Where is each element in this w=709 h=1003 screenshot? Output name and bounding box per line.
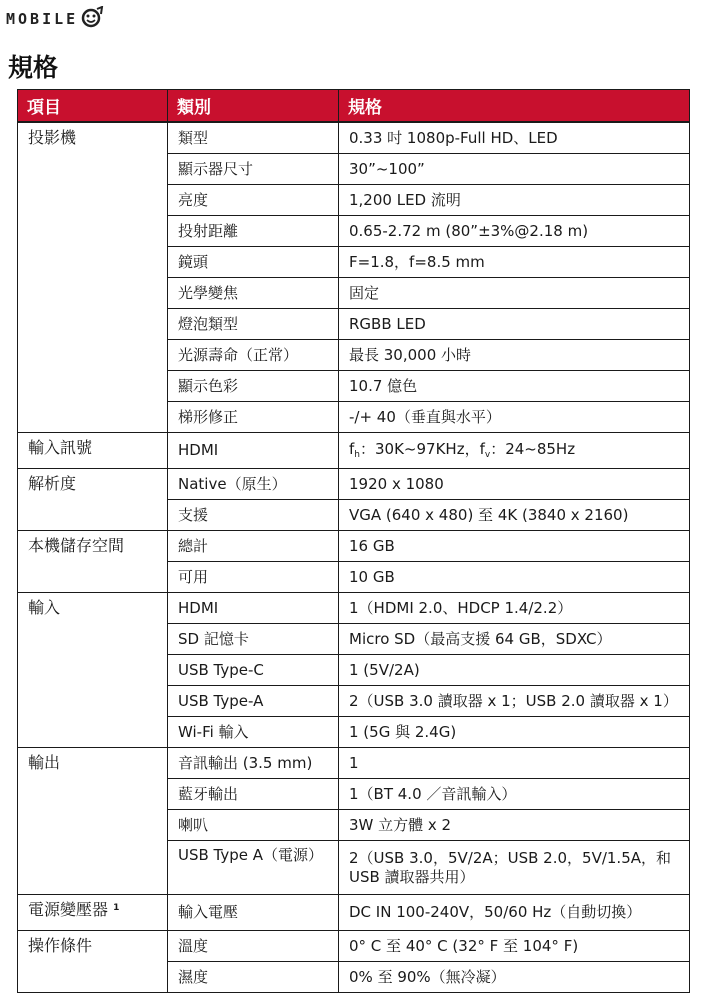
row-value: RGBB LED [339,309,690,340]
table-row [18,748,690,779]
row-label: Native（原生） [168,469,339,500]
row-label: USB Type-C [168,655,339,686]
group-operating: 操作條件 [18,931,168,993]
row-value: 1 (5G 與 2.4G) [339,717,690,748]
table-row [18,469,690,500]
row-value: 10.7 億色 [339,371,690,402]
row-label: 濕度 [168,962,339,993]
row-label: 光學變焦 [168,278,339,309]
row-value: 1920 x 1080 [339,469,690,500]
row-label: 喇叭 [168,810,339,841]
row-value: 1,200 LED 流明 [339,185,690,216]
row-value: 固定 [339,278,690,309]
row-value: F=1.8，f=8.5 mm [339,247,690,278]
v-value: ：24~85Hz [490,439,576,458]
subscript-h: h [354,449,360,460]
group-projector: 投影機 [18,122,168,433]
row-label: USB Type A（電源） [168,841,339,895]
row-value: DC IN 100-240V，50/60 Hz（自動切換） [339,895,690,931]
row-value: 2（USB 3.0 讀取器 x 1；USB 2.0 讀取器 x 1） [339,686,690,717]
header-category: 類別 [168,90,339,123]
row-label: USB Type-A [168,686,339,717]
power-adapter-label: 電源變壓器 [28,900,109,919]
logo-text: MOBILE [6,10,79,28]
row-value: 16 GB [339,531,690,562]
table-row [18,531,690,562]
group-storage: 本機儲存空間 [18,531,168,593]
row-label: 支援 [168,500,339,531]
group-output: 輸出 [18,748,168,895]
row-label: SD 記憶卡 [168,624,339,655]
row-label: 光源壽命（正常） [168,340,339,371]
group-input-signal: 輸入訊號 [18,433,168,469]
header-item: 項目 [18,90,168,123]
table-row [18,931,690,962]
row-value: 10 GB [339,562,690,593]
footnote-marker: 1 [113,903,120,913]
row-label: 音訊輸出 (3.5 mm) [168,748,339,779]
row-value: 30”~100” [339,154,690,185]
h-value: ：30K~97KHz， [360,439,480,458]
row-label: 亮度 [168,185,339,216]
group-power-adapter [18,895,168,931]
row-label: 輸入電壓 [168,895,339,931]
row-value: 2（USB 3.0，5V/2A；USB 2.0，5V/1.5A，和 USB 讀取器共用） [339,841,690,895]
row-label: 燈泡類型 [168,309,339,340]
f-v: f [479,439,485,458]
row-label: 顯示色彩 [168,371,339,402]
f-h: f [349,439,355,458]
site-logo[interactable] [6,6,104,32]
row-value: 1（BT 4.0 ／音訊輸入） [339,779,690,810]
row-value: 0% 至 90%（無冷凝） [339,962,690,993]
table-row [18,593,690,624]
row-value: -/+ 40（垂直與水平） [339,402,690,433]
row-label: 總計 [168,531,339,562]
row-label: Wi-Fi 輸入 [168,717,339,748]
row-label: 藍牙輸出 [168,779,339,810]
row-value: Micro SD（最高支援 64 GB，SDXC） [339,624,690,655]
row-value: 0.33 吋 1080p-Full HD、LED [339,122,690,154]
row-value: 1 [339,748,690,779]
row-value: 最長 30,000 小時 [339,340,690,371]
row-value: 3W 立方體 x 2 [339,810,690,841]
row-value: VGA (640 x 480) 至 4K (3840 x 2160) [339,500,690,531]
page-title: 規格 [8,53,59,82]
row-label: 類型 [168,122,339,154]
group-resolution: 解析度 [18,469,168,531]
table-row [18,433,690,469]
row-value: 0.65-2.72 m (80”±3%@2.18 m) [339,216,690,247]
spec-table [17,89,690,993]
table-header-row [18,90,690,123]
header-spec: 規格 [339,90,690,123]
row-value: 1 (5V/2A) [339,655,690,686]
row-value: 0° C 至 40° C (32° F 至 104° F) [339,931,690,962]
row-label: 顯示器尺寸 [168,154,339,185]
row-label: 鏡頭 [168,247,339,278]
row-label: HDMI [168,593,339,624]
row-value: 1（HDMI 2.0、HDCP 1.4/2.2） [339,593,690,624]
row-label: HDMI [168,433,339,469]
row-label: 投射距離 [168,216,339,247]
row-value-frequency [339,433,690,469]
group-input: 輸入 [18,593,168,748]
row-label: 梯形修正 [168,402,339,433]
smiley-face-icon [80,6,104,32]
table-row [18,122,690,154]
row-label: 溫度 [168,931,339,962]
row-label: 可用 [168,562,339,593]
table-row [18,895,690,931]
subscript-v: v [484,449,491,460]
